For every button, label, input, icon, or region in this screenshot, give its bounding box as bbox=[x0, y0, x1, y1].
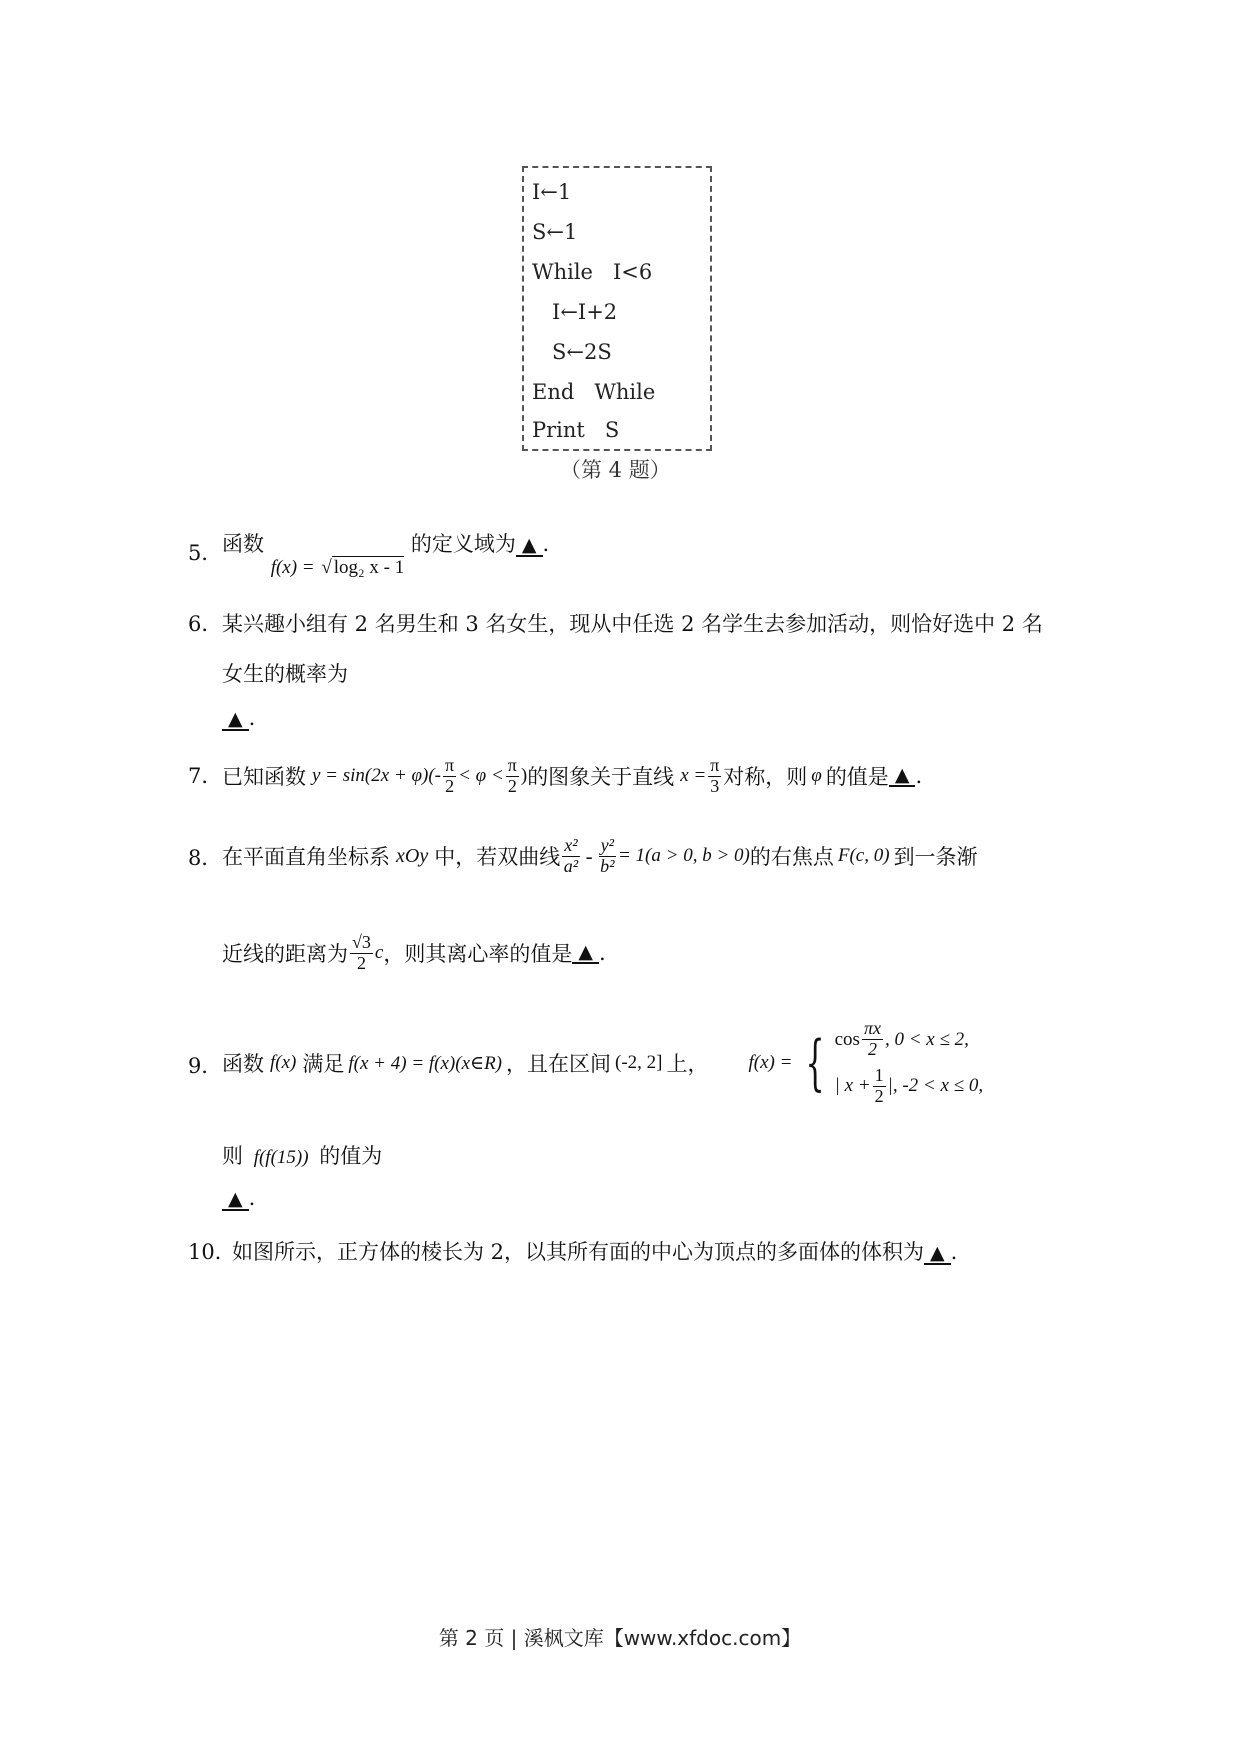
q7-pi: π bbox=[710, 754, 720, 775]
q8-line2a: 近线的距离为 bbox=[222, 942, 348, 966]
program-line: I←1 bbox=[532, 180, 572, 204]
q8-minus: - bbox=[585, 843, 593, 868]
q8-eq: = 1(a > 0, b > 0) bbox=[617, 845, 750, 866]
answer-blank: ▲ bbox=[222, 710, 249, 731]
program-line: S←2S bbox=[532, 340, 612, 364]
q8-tail2: 到一条渐 bbox=[893, 845, 978, 869]
q10-body: 如图所示，正方体的棱长为 2，以其所有面的中心为顶点的多面体的体积为 bbox=[232, 1240, 925, 1264]
q7-pi: π bbox=[507, 754, 517, 775]
q7-three: 3 bbox=[710, 775, 720, 796]
q7-expr: y = sin(2x + φ)(- bbox=[312, 765, 442, 786]
q8-line2b: ，则其离心率的值是 bbox=[383, 942, 573, 966]
q8-a2: a² bbox=[563, 855, 579, 876]
program-line: S←1 bbox=[532, 220, 578, 244]
q9-line2b: 的值为 bbox=[319, 1144, 383, 1168]
period: . bbox=[248, 1186, 256, 1210]
program-line: While I<6 bbox=[532, 260, 653, 284]
q5-tail: 的定义域为 bbox=[410, 532, 516, 556]
period: . bbox=[915, 764, 923, 788]
q8-tail: 的右焦点 bbox=[749, 845, 834, 869]
q9-abs: | x + bbox=[834, 1075, 871, 1097]
q8-mid: 中，若双曲线 bbox=[434, 845, 561, 869]
q9-two: 2 bbox=[867, 1039, 877, 1060]
q9-answer bbox=[222, 1186, 255, 1211]
period: . bbox=[950, 1240, 958, 1264]
q9-cos: cos bbox=[834, 1028, 860, 1050]
q7-tail2: 的值是 bbox=[825, 765, 889, 789]
q7-lt: < φ < bbox=[458, 765, 504, 786]
q9-interval: (-2, 2] bbox=[615, 1052, 663, 1073]
answer-blank: ▲ bbox=[924, 1244, 951, 1265]
answer-blank: ▲ bbox=[889, 766, 916, 787]
q9-case1-cond: , 0 < x ≤ 2, bbox=[884, 1028, 969, 1050]
q6-number: 6． bbox=[188, 612, 223, 636]
q9-line1 bbox=[222, 1008, 983, 1118]
q8-c: c bbox=[374, 942, 384, 963]
q9-fxeq: f(x) = bbox=[748, 1052, 793, 1073]
program-line: I←I+2 bbox=[532, 300, 618, 324]
q7-phi: φ bbox=[811, 765, 822, 786]
q8-line2 bbox=[222, 918, 606, 988]
q7-pi: π bbox=[445, 754, 455, 775]
q9-mid3: 上， bbox=[666, 1052, 709, 1076]
q10-text bbox=[232, 1236, 957, 1266]
q8-x2: x² bbox=[564, 834, 578, 855]
q8-line1 bbox=[222, 824, 978, 888]
q7-mid: 的图象关于直线 bbox=[527, 765, 675, 789]
q9-two: 2 bbox=[874, 1085, 884, 1106]
q9-number: 9． bbox=[188, 1054, 223, 1078]
q8-y2: y² bbox=[600, 834, 614, 855]
q8-focus: F(c, 0) bbox=[837, 845, 890, 866]
program-line: End While bbox=[532, 380, 656, 404]
q5-text: 函数 f(x) = √ log₂ x - 1 的定义域为 ▲ . bbox=[222, 532, 550, 578]
period: . bbox=[248, 706, 256, 730]
q9-pix: πx bbox=[863, 1018, 881, 1039]
q9-mid2: ，且在区间 bbox=[506, 1052, 612, 1076]
program-box bbox=[522, 166, 712, 451]
q5-lead: 函数 bbox=[222, 532, 264, 556]
q9-eq: f(x + 4) = f(x)(x∈R) bbox=[348, 1052, 503, 1074]
q7-close: ) bbox=[520, 765, 528, 786]
q5-number: 5． bbox=[188, 541, 223, 565]
answer-blank: ▲ bbox=[516, 536, 543, 557]
q9-piecewise bbox=[796, 1019, 983, 1106]
q6-line1: 某兴趣小组有 2 名男生和 3 名女生，现从中任选 2 名学生去参加活动，则恰好选中 2 名 bbox=[222, 612, 1043, 636]
q9-mid1: 满足 bbox=[302, 1052, 345, 1076]
q10-number: 10． bbox=[188, 1240, 236, 1264]
program-caption: （第 4 题） bbox=[560, 458, 671, 482]
answer-blank: ▲ bbox=[222, 1190, 249, 1211]
period: . bbox=[542, 532, 550, 556]
q8-two: 2 bbox=[356, 952, 366, 973]
q7-two: 2 bbox=[445, 775, 455, 796]
period: . bbox=[598, 941, 606, 965]
q6-answer bbox=[222, 706, 255, 731]
q9-line2a: 则 bbox=[222, 1144, 243, 1168]
q9-case2-cond: |, -2 < x ≤ 0, bbox=[887, 1075, 984, 1097]
q8-b2: b² bbox=[600, 855, 615, 876]
q8-xoy: xOy bbox=[396, 844, 429, 867]
page-footer: 第 2 页 | 溪枫文库【www.xfdoc.com】 bbox=[438, 1626, 802, 1650]
q8-sqrt3: √3 bbox=[352, 931, 371, 952]
answer-blank: ▲ bbox=[572, 943, 599, 964]
q9-ff: f(f(15)) bbox=[253, 1147, 309, 1168]
program-line: Print S bbox=[532, 418, 620, 442]
q5-radicand: log₂ x - 1 bbox=[333, 557, 405, 578]
q9-lead: 函数 bbox=[222, 1052, 264, 1076]
q7-xeq: x = bbox=[680, 765, 707, 786]
q8-lead: 在平面直角坐标系 bbox=[222, 845, 390, 869]
q8-number: 8． bbox=[188, 846, 223, 870]
q7-text bbox=[222, 746, 922, 806]
q7-lead: 已知函数 bbox=[222, 765, 306, 789]
brace-icon: { bbox=[805, 1028, 826, 1098]
q9-one: 1 bbox=[874, 1065, 884, 1085]
q7-number: 7． bbox=[188, 764, 223, 788]
q5-fx: f(x) = bbox=[270, 557, 315, 578]
q9-fx: f(x) bbox=[270, 1052, 297, 1073]
q7-two: 2 bbox=[507, 775, 517, 796]
q6-line2: 女生的概率为 bbox=[222, 662, 348, 686]
q7-tail: 对称，则 bbox=[723, 765, 808, 789]
q9-line2 bbox=[222, 1140, 382, 1170]
